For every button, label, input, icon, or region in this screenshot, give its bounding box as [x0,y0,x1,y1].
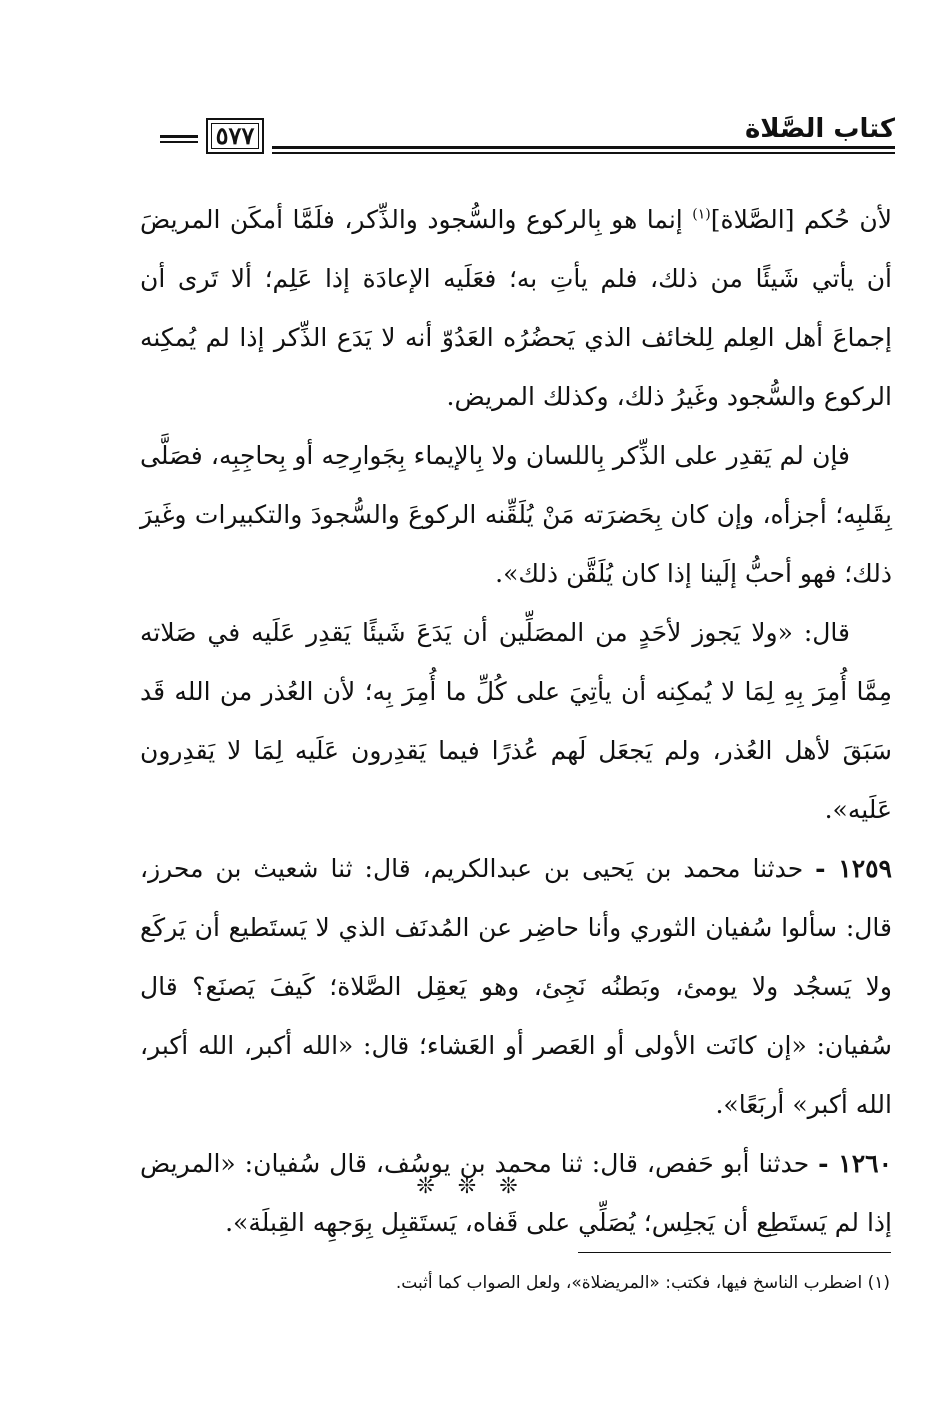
section-separator: ❊ ❊ ❊ [416,1174,526,1199]
footnote-1: (١) اضطرب الناسخ فيها، فكتب: «المريضلاة»، ولعل الصواب كما أثبت. [395,1273,890,1293]
footnote-marker: (١) [692,206,711,223]
paragraph-1-part-b: إنما هو بِالركوع والسُّجود والذِّكر، فلَمَّا أمكَن المريضَ أن يأتي شَيئًا من ذلك، فلم يأتِ به؛ فعَلَيه الإعادَة إذا عَلِم؛ ألا تَرى أن إجماعَ أهل العِلم لِلخائف الذي يَحضُرُه العَدُوّ أنه لا يَدَع الذِّكر إذا لم يُمكِنه الركوع والسُّجود وغَيرُ ذلك، وكذلك المريض. [140,205,892,411]
hadith-number-1260: ١٢٦٠ - [818,1149,892,1178]
hadith-text-1259: حدثنا محمد بن يَحيى بن عبدالكريم، قال: ثنا شعيث بن محرز، قال: سألوا سُفيان الثوري وأنا حاضِر عن المُدنَف الذي لا يَستَطيع أن يَركَع ولا يَسجُد ولا يومئ، وبَطنُه نَجِئ، وهو يَعقِل الصَّلاة؛ كَيفَ يَصنَع؟ قال سُفيان: «إن كانَت الأولى أو العَصر أو العَشاء؛ قال: «الله أكبر، الله أكبر، الله أكبر» أربَعًا». [140,854,892,1119]
hadith-text-1260: حدثنا أبو حَفص، قال: ثنا محمد بن يوسُف، قال سُفيان: «المريض إذا لم يَستَطِع أن يَجلِس؛ يُصَلِّي على قَفاه، يَستَقبِل بِوَجهِه القِبلَة». [140,1149,892,1237]
page-number: ٥٧٧ [206,118,264,154]
footnote-rule [578,1252,891,1253]
main-text [140,190,892,1252]
hadith-number-1259: ١٢٥٩ - [815,854,892,883]
page-header [160,112,895,162]
paragraph-2: فإن لم يَقدِر على الذِّكر بِاللسان ولا بِالإيماء بِجَوارِحِه أو بِحاجِبِه، فصَلَّى بِقَلبِه؛ أجزأه، وإن كان بِحَضرَته مَنْ يُلَقِّنه الركوعَ والسُّجودَ والتكبيرات وغَيرَ ذلك؛ فهو أحبُّ إلَينا إذا كان يُلَقَّن ذلك». [140,441,892,588]
paragraph-1 [140,190,892,426]
paragraph-1-part-a: لأن حُكم [الصَّلاة] [710,205,892,234]
paragraph-3: قال: «ولا يَجوز لأحَدٍ من المصَلِّين أن يَدَعَ شَيئًا يَقدِر عَلَيه في صَلاته مِمَّا أُمِرَ بِهِ لِمَا لا يُمكِنه أن يأتِيَ على كُلِّ ما أُمِرَ بِه؛ لأن العُذر من الله قَد سَبَقَ لأهل العُذر، ولم يَجعَل لَهم عُذرًا فيما يَقدِرون عَلَيه لِمَا لا يَقدِرون عَلَيه». [140,618,892,824]
header-rule-right [272,146,895,154]
book-title: كتاب الصَّلاة [744,114,895,144]
hadith-1259 [140,839,892,1134]
header-rule-left [160,135,198,143]
